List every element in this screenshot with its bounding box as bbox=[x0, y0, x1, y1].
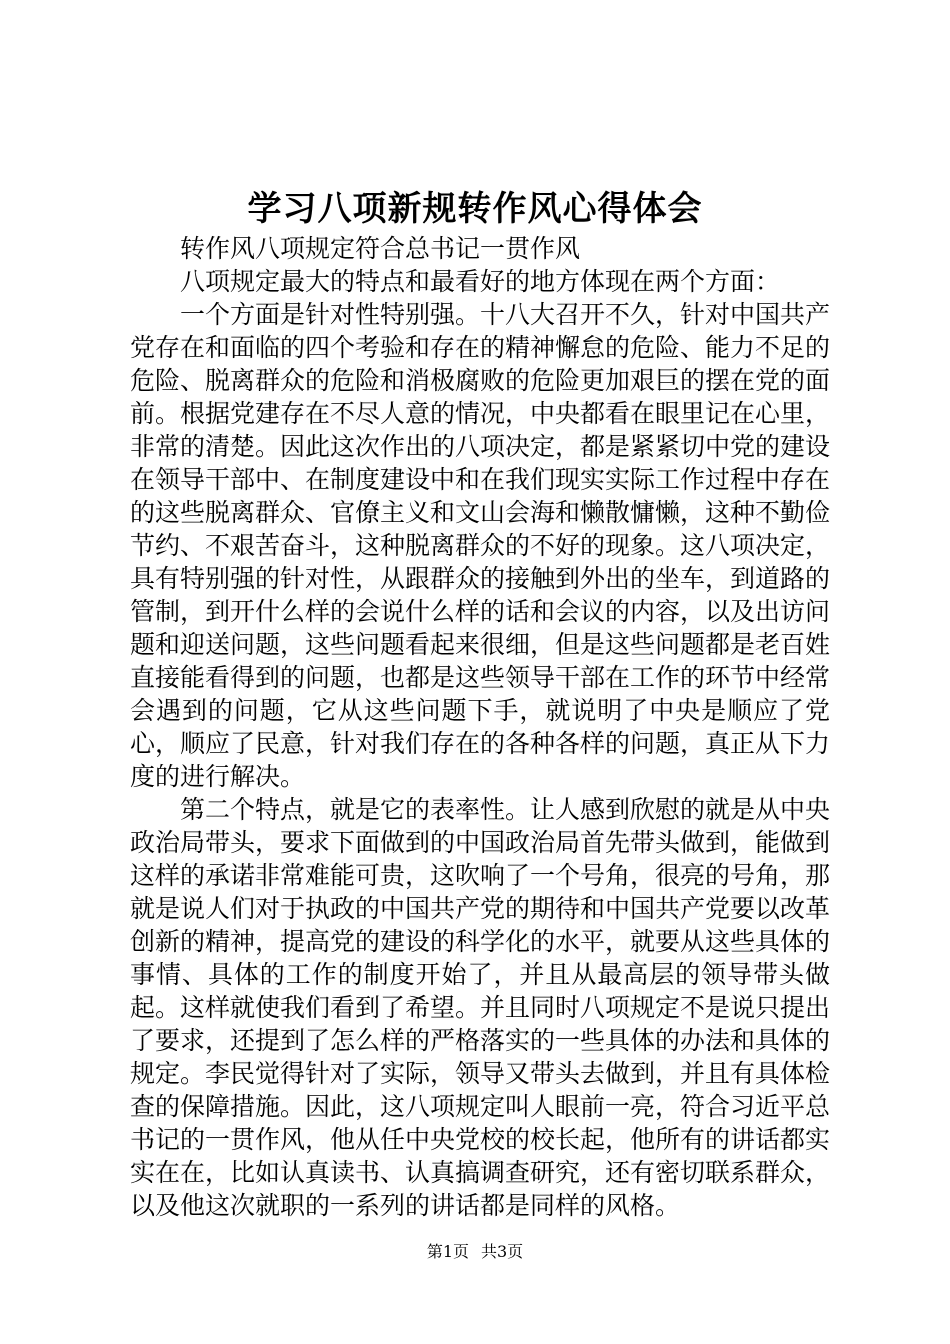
paragraph-first-aspect: 一个方面是针对性特别强。十八大召开不久，针对中国共产党存在和面临的四个考验和存在的精神懈怠的危险、能力不足的危险、脱离群众的危险和消极腐败的危险更加艰巨的摆在党的面前。根据党建存在不尽人意的情况，中央都看在眼里记在心里，非常的清楚。因此这次作出的八项决定，都是紧紧切中党的建设在领导干部中、在制度建设中和在我们现实实际工作过程中存在的这些脱离群众、官僚主义和文山会海和懒散慵懒，这种不勤俭节约、不艰苦奋斗，这种脱离群众的不好的现象。这八项决定，具有特别强的针对性，从跟群众的接触到外出的坐车，到道路的管制，到开什么样的会说什么样的话和会议的内容，以及出访问题和迎送问题，这些问题看起来很细，但是这些问题都是老百姓直接能看得到的问题，也都是这些领导干部在工作的环节中经常会遇到的问题，它从这些问题下手，就说明了中央是顺应了党心，顺应了民意，针对我们存在的各种各样的问题，真正从下力度的进行解决。 bbox=[130, 300, 831, 791]
document-title: 学习八项新规转作风心得体会 bbox=[247, 189, 703, 229]
page-footer bbox=[0, 1241, 950, 1263]
paragraph-intro: 八项规定最大的特点和最看好的地方体现在两个方面： bbox=[180, 267, 781, 296]
document-body bbox=[130, 232, 830, 1222]
paragraph-second-aspect: 第二个特点，就是它的表率性。让人感到欣慰的就是从中央政治局带头，要求下面做到的中国政治局首先带头做到，能做到这样的承诺非常难能可贵，这吹响了一个号角，很亮的号角，那就是说人们对于执政的中国共产党的期待和中国共产党要以改革创新的精神，提高党的建设的科学化的水平，就要从这些具体的事情、具体的工作的制度开始了，并且从最高层的领导带头做起。这样就使我们看到了希望。并且同时八项规定不是说只提出了要求，还提到了怎么样的严格落实的一些具体的办法和具体的规定。李民觉得针对了实际，领导又带头去做到，并且有具体检查的保障措施。因此，这八项规定叫人眼前一亮，符合习近平总书记的一贯作风，他从任中央党校的校长起，他所有的讲话都实实在在，比如认真读书、认真搞调查研究，还有密切联系群众，以及他这次就职的一系列的讲话都是同样的风格。 bbox=[130, 795, 831, 1220]
page-number: 第1页 bbox=[426, 1242, 469, 1261]
page-total: 共3页 bbox=[481, 1242, 524, 1261]
paragraph-subtitle: 转作风八项规定符合总书记一贯作风 bbox=[180, 234, 581, 263]
